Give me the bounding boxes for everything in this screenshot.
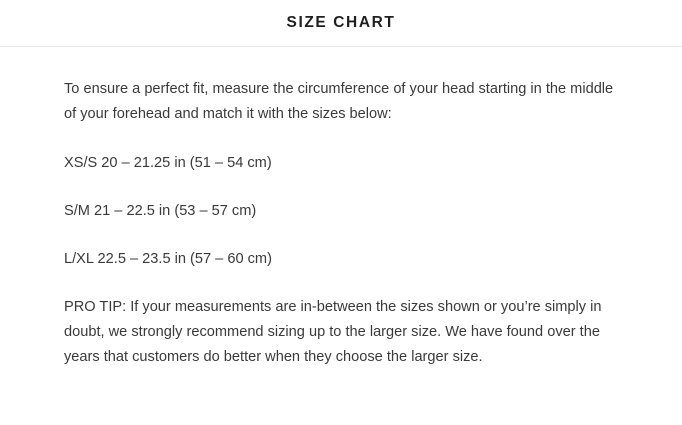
intro-paragraph: To ensure a perfect fit, measure the circumference of your head starting in the middle of your forehead and match it with the sizes below: — [64, 81, 614, 122]
size-line-s-m: S/M 21 – 22.5 in (53 – 57 cm) — [64, 203, 257, 219]
modal-body — [0, 47, 682, 425]
size-line-xs-s: XS/S 20 – 21.25 in (51 – 54 cm) — [64, 155, 272, 171]
modal-header — [0, 0, 682, 47]
page-title: SIZE CHART — [286, 14, 396, 31]
pro-tip-paragraph: PRO TIP: If your measurements are in-between the sizes shown or you’re simply in doubt, we strongly recommend sizing up to the larger size. We have found over the years that customers do better when they choose the larger size. — [64, 299, 602, 365]
size-line-l-xl: L/XL 22.5 – 23.5 in (57 – 60 cm) — [64, 251, 272, 267]
